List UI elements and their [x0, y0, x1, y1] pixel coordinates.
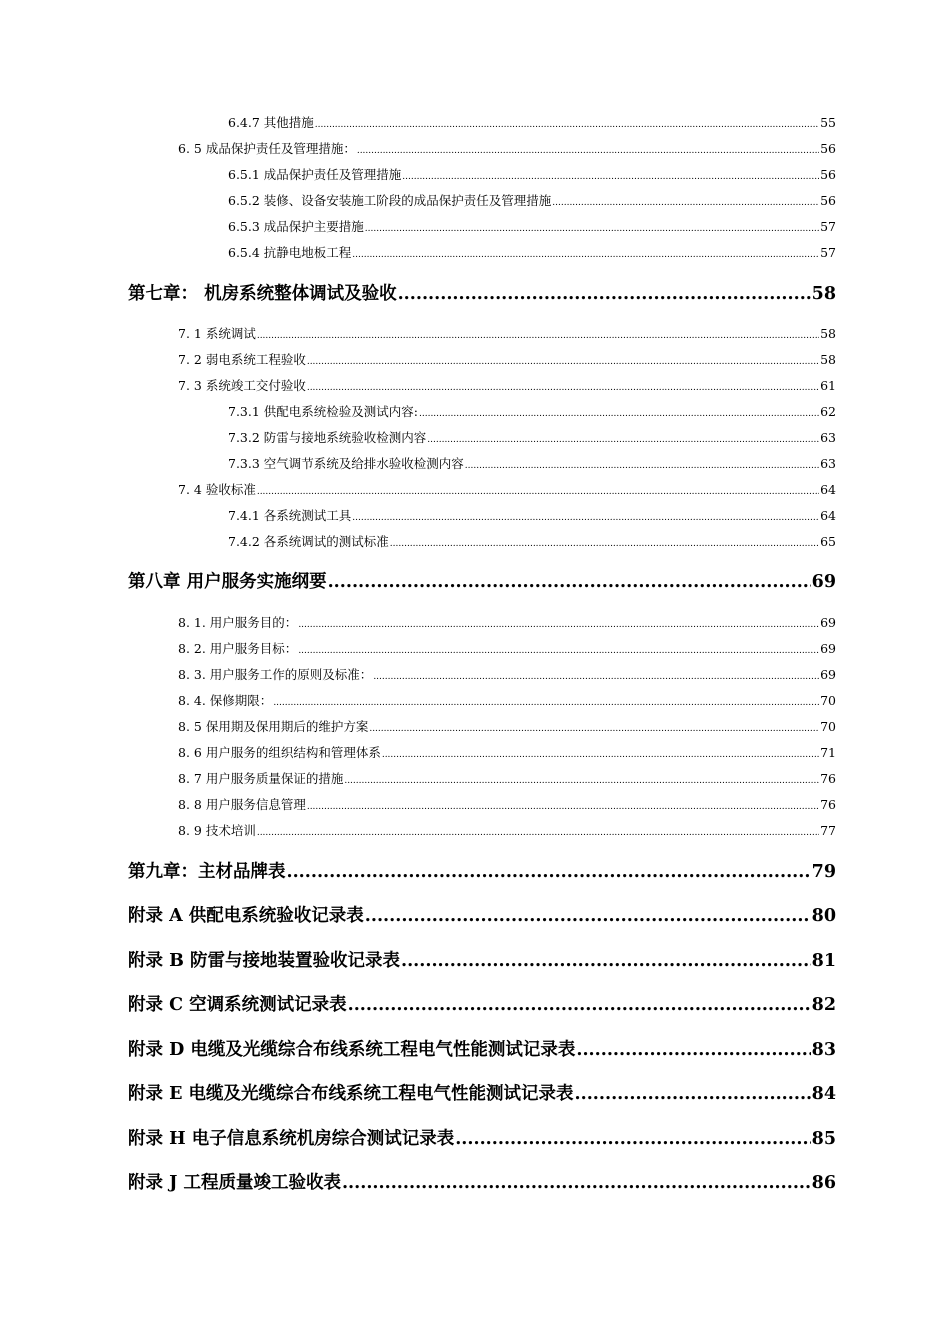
toc-entry[interactable]	[178, 666, 836, 684]
toc-entry-label: 6.5.3 成品保护主要措施	[228, 219, 364, 234]
dot-leader	[390, 533, 819, 551]
toc-appendix-entry[interactable]	[128, 1126, 836, 1152]
toc-appendix-page: 82	[811, 995, 836, 1015]
toc-entry-page: 64	[820, 482, 836, 497]
toc-appendix-page: 81	[811, 951, 836, 971]
dot-leader	[357, 140, 819, 158]
toc-chapter-entry[interactable]	[128, 569, 836, 595]
toc-chapter-label: 第八章 用户服务实施纲要	[128, 572, 327, 592]
toc-appendix-label: 附录 A 供配电系统验收记录表	[128, 906, 364, 926]
toc-entry-page: 62	[820, 404, 836, 419]
toc-entry[interactable]	[178, 744, 836, 762]
toc-entry-label: 8. 4. 保修期限：	[178, 693, 273, 708]
toc-entry-label: 8. 8 用户服务信息管理	[178, 797, 306, 812]
toc-entry-label: 8. 6 用户服务的组织结构和管理体系	[178, 745, 381, 760]
toc-entry-label: 8. 7 用户服务质量保证的措施	[178, 771, 344, 786]
toc-chapter-entry[interactable]	[128, 859, 836, 885]
toc-appendix-entry[interactable]	[128, 1081, 836, 1107]
toc-entry-label: 7. 1 系统调试	[178, 326, 256, 341]
dot-leader	[455, 1126, 810, 1152]
toc-entry-label: 6.4.7 其他措施	[228, 115, 314, 130]
toc-entry[interactable]	[228, 166, 836, 184]
toc-entry[interactable]	[178, 692, 836, 710]
toc-appendix-entry[interactable]	[128, 1037, 836, 1063]
toc-entry-label: 6.5.4 抗静电地板工程	[228, 245, 352, 260]
toc-appendix-label: 附录 E 电缆及光缆综合布线系统工程电气性能测试记录表	[128, 1084, 574, 1104]
toc-entry[interactable]	[228, 192, 836, 210]
toc-entry-page: 55	[820, 115, 836, 130]
toc-entry-label: 8. 5 保用期及保用期后的维护方案	[178, 719, 369, 734]
dot-leader	[382, 744, 819, 762]
toc-chapter-label: 第七章： 机房系统整体调试及验收	[128, 284, 397, 304]
toc-entry-page: 71	[820, 745, 836, 760]
dot-leader	[575, 1081, 811, 1107]
toc-appendix-entry[interactable]	[128, 992, 836, 1018]
toc-entry-label: 6.5.1 成品保护责任及管理措施	[228, 167, 402, 182]
toc-entry-page: 69	[820, 667, 836, 682]
toc-entry[interactable]	[228, 455, 836, 473]
dot-leader	[307, 796, 819, 814]
dot-leader	[257, 822, 819, 840]
toc-entry-page: 57	[820, 219, 836, 234]
toc-entry[interactable]	[228, 218, 836, 236]
dot-leader	[365, 218, 819, 236]
toc-appendix-label: 附录 B 防雷与接地装置验收记录表	[128, 951, 400, 971]
toc-chapter-page: 79	[811, 862, 836, 882]
toc-appendix-page: 80	[811, 906, 836, 926]
toc-appendix-page: 83	[811, 1040, 836, 1060]
toc-entry-page: 76	[820, 797, 836, 812]
dot-leader	[365, 903, 811, 929]
toc-entry[interactable]	[178, 718, 836, 736]
toc-appendix-entry[interactable]	[128, 948, 836, 974]
toc-entry-label: 7.3.3 空气调节系统及给排水验收检测内容	[228, 456, 464, 471]
dot-leader	[427, 429, 819, 447]
toc-entry[interactable]	[178, 822, 836, 840]
dot-leader	[398, 281, 811, 307]
toc-entry-label: 7. 2 弱电系统工程验收	[178, 352, 306, 367]
dot-leader	[352, 507, 819, 525]
toc-entry[interactable]	[228, 403, 836, 421]
dot-leader	[315, 114, 819, 132]
dot-leader	[576, 1037, 810, 1063]
dot-leader	[419, 403, 819, 421]
toc-entry-page: 58	[820, 326, 836, 341]
toc-chapter-entry[interactable]	[128, 281, 836, 307]
toc-appendix-label: 附录 J 工程质量竣工验收表	[128, 1173, 341, 1193]
toc-entry-page: 70	[820, 693, 836, 708]
toc-entry-page: 77	[820, 823, 836, 838]
toc-entry-page: 58	[820, 352, 836, 367]
toc-entry[interactable]	[178, 796, 836, 814]
toc-appendix-page: 86	[811, 1173, 836, 1193]
toc-entry[interactable]	[228, 244, 836, 262]
toc-entry[interactable]	[178, 325, 836, 343]
toc-entry-page: 63	[820, 456, 836, 471]
toc-appendix-page: 84	[811, 1084, 836, 1104]
toc-entry-label: 7. 3 系统竣工交付验收	[178, 378, 306, 393]
toc-entry[interactable]	[228, 533, 836, 551]
toc-appendix-entry[interactable]	[128, 1170, 836, 1196]
dot-leader	[344, 770, 819, 788]
toc-entry-label: 8. 1. 用户服务目的：	[178, 615, 298, 630]
toc-entry-page: 69	[820, 615, 836, 630]
toc-appendix-label: 附录 C 空调系统测试记录表	[128, 995, 347, 1015]
dot-leader	[273, 692, 819, 710]
toc-entry[interactable]	[228, 507, 836, 525]
toc-entry-page: 56	[820, 167, 836, 182]
toc-appendix-label: 附录 D 电缆及光缆综合布线系统工程电气性能测试记录表	[128, 1040, 576, 1060]
dot-leader	[342, 1170, 811, 1196]
toc-entry-label: 8. 3. 用户服务工作的原则及标准：	[178, 667, 373, 682]
toc-entry-page: 56	[820, 193, 836, 208]
toc-entry-page: 61	[820, 378, 836, 393]
toc-entry-page: 65	[820, 534, 836, 549]
toc-entry-label: 8. 9 技术培训	[178, 823, 256, 838]
toc-entry[interactable]	[178, 770, 836, 788]
toc-entry[interactable]	[178, 481, 836, 499]
dot-leader	[257, 481, 819, 499]
dot-leader	[298, 614, 819, 632]
toc-entry-label: 7.3.1 供配电系统检验及测试内容:	[228, 404, 418, 419]
toc-entry-page: 76	[820, 771, 836, 786]
toc-entry[interactable]	[178, 640, 836, 658]
toc-entry-label: 7.4.2 各系统调试的测试标准	[228, 534, 389, 549]
toc-entry-page: 56	[820, 141, 836, 156]
toc-entry-label: 6. 5 成品保护责任及管理措施：	[178, 141, 356, 156]
toc-appendix-page: 85	[811, 1129, 836, 1149]
dot-leader	[465, 455, 819, 473]
toc-entry-page: 64	[820, 508, 836, 523]
dot-leader	[352, 244, 819, 262]
toc-chapter-page: 69	[811, 572, 836, 592]
toc-appendix-label: 附录 H 电子信息系统机房综合测试记录表	[128, 1129, 455, 1149]
dot-leader	[348, 992, 811, 1018]
dot-leader	[307, 351, 819, 369]
dot-leader	[552, 192, 819, 210]
dot-leader	[307, 377, 819, 395]
dot-leader	[401, 948, 811, 974]
toc-entry[interactable]	[178, 351, 836, 369]
toc-entry-label: 8. 2. 用户服务目标：	[178, 641, 298, 656]
toc-entry-page: 57	[820, 245, 836, 260]
dot-leader	[373, 666, 819, 684]
dot-leader	[328, 569, 811, 595]
dot-leader	[402, 166, 819, 184]
dot-leader	[287, 859, 811, 885]
toc-entry-page: 69	[820, 641, 836, 656]
toc-entry-label: 7.3.2 防雷与接地系统验收检测内容	[228, 430, 427, 445]
toc-entry-label: 6.5.2 装修、设备安装施工阶段的成品保护责任及管理措施	[228, 193, 552, 208]
dot-leader	[257, 325, 819, 343]
toc-entry-label: 7. 4 验收标准	[178, 482, 256, 497]
toc-entry[interactable]	[178, 140, 836, 158]
toc-chapter-page: 58	[811, 284, 836, 304]
dot-leader	[369, 718, 819, 736]
toc-entry[interactable]	[178, 377, 836, 395]
toc-entry[interactable]	[228, 114, 836, 132]
toc-entry-page: 63	[820, 430, 836, 445]
toc-appendix-entry[interactable]	[128, 903, 836, 929]
toc-chapter-label: 第九章：主材品牌表	[128, 862, 286, 882]
toc-entry[interactable]	[178, 614, 836, 632]
toc-entry[interactable]	[228, 429, 836, 447]
toc-entry-page: 70	[820, 719, 836, 734]
dot-leader	[298, 640, 819, 658]
toc-entry-label: 7.4.1 各系统测试工具	[228, 508, 352, 523]
